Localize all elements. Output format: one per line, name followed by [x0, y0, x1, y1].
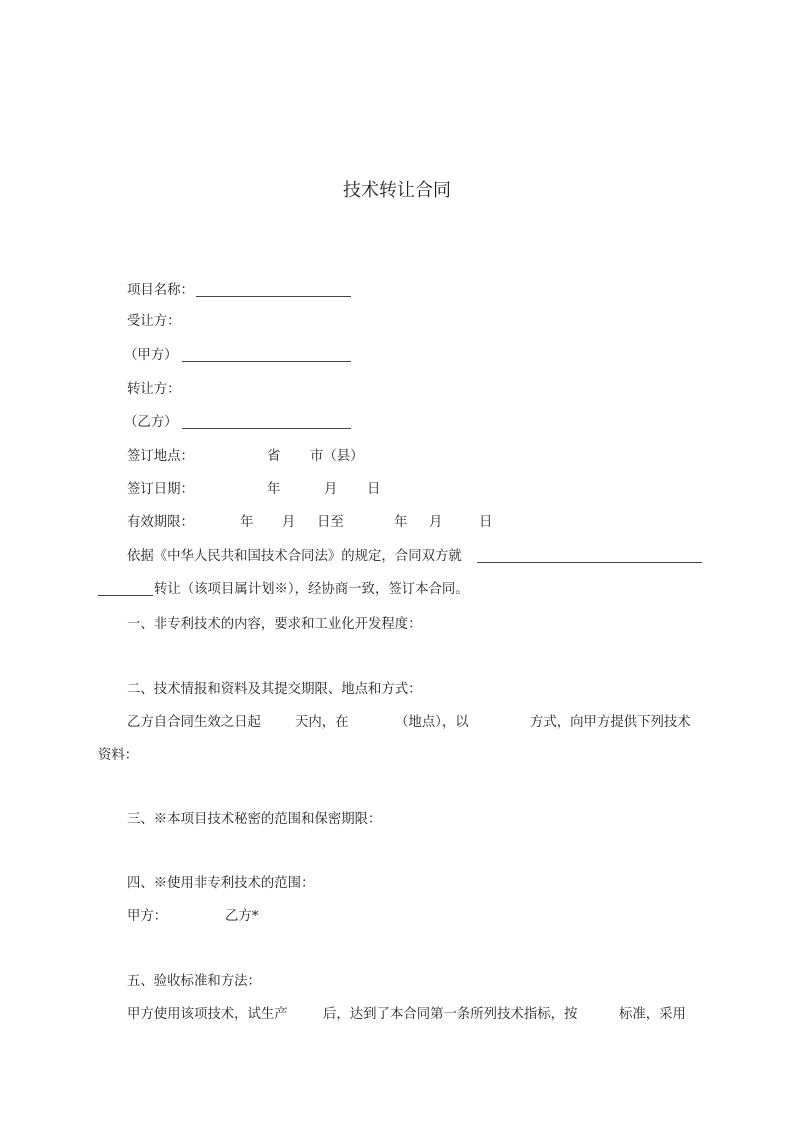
party-b-row: [0, 413, 794, 433]
preamble-text: 依据《中华人民共和国技术合同法》的规定，合同双方就: [127, 549, 462, 564]
day-text: 日: [479, 515, 493, 530]
validity-row: [0, 513, 794, 533]
party-b-label: （乙方）: [124, 415, 178, 430]
section-2-body-cont: [0, 746, 794, 766]
section-2-heading: [0, 680, 794, 700]
transferee-row: [0, 312, 794, 332]
subject-blank[interactable]: [477, 562, 702, 563]
transferor-row: [0, 380, 794, 400]
section-5-body: [0, 1005, 794, 1025]
body-text: 后，达到了本合同第一条所列技术指标，按: [323, 1007, 578, 1022]
party-a-blank[interactable]: [182, 361, 351, 362]
sign-place-label: 签订地点：: [127, 449, 194, 464]
party-a-row: [0, 346, 794, 366]
body-text: 标准，采用: [619, 1007, 686, 1022]
section-heading: 二、技术情报和资料及其提交期限、地点和方式：: [127, 682, 422, 697]
section-heading: 四、※使用非专利技术的范围：: [127, 876, 315, 891]
transferee-label: 受让方：: [127, 314, 181, 329]
section-4-heading: [0, 874, 794, 894]
year-text: 年: [267, 482, 281, 497]
month-text: 月: [429, 515, 443, 530]
day-text: 日: [367, 482, 381, 497]
project-name-blank[interactable]: [196, 296, 351, 297]
preamble-line-2: [0, 580, 794, 600]
month-text: 月: [282, 515, 296, 530]
body-text: 甲方：: [127, 909, 168, 924]
project-name-row: [0, 281, 794, 301]
validity-label: 有效期限：: [127, 515, 194, 530]
province-text: 省: [267, 449, 281, 464]
party-b-blank[interactable]: [182, 428, 351, 429]
city-text: 市（县）: [310, 449, 364, 464]
sign-place-row: [0, 447, 794, 467]
transferor-label: 转让方：: [127, 382, 181, 397]
year-text: 年: [394, 515, 408, 530]
body-text: 甲方使用该项技术，试生产: [127, 1007, 288, 1022]
body-text: （地点），以: [395, 715, 469, 730]
day-to-text: 日至: [317, 515, 344, 530]
project-name-label: 项目名称：: [127, 283, 194, 298]
body-text: 乙方*: [225, 909, 259, 924]
year-text: 年: [240, 515, 254, 530]
body-text: 天内，在: [295, 715, 349, 730]
preamble-text: 转让（该项目属计划※），经协商一致，签订本合同。: [154, 582, 469, 597]
section-3-heading: [0, 810, 794, 830]
document-title: 技术转让合同: [343, 180, 451, 201]
section-heading: 三、※本项目技术秘密的范围和保密期限：: [127, 812, 382, 827]
section-5-heading: [0, 972, 794, 992]
section-2-body: [0, 713, 794, 733]
section-4-body: [0, 907, 794, 927]
subject-blank-continued[interactable]: [98, 595, 153, 596]
preamble-line-1: [0, 547, 794, 567]
section-1-heading: [0, 615, 794, 635]
sign-date-row: [0, 480, 794, 500]
sign-date-label: 签订日期：: [127, 482, 194, 497]
month-text: 月: [324, 482, 338, 497]
section-heading: 一、非专利技术的内容，要求和工业化开发程度：: [127, 617, 422, 632]
body-text: 资料：: [98, 748, 139, 763]
section-heading: 五、验收标准和方法：: [127, 974, 261, 989]
party-a-label: （甲方）: [124, 348, 178, 363]
body-text: 乙方自合同生效之日起: [127, 715, 261, 730]
body-text: 方式，向甲方提供下列技术: [530, 715, 691, 730]
